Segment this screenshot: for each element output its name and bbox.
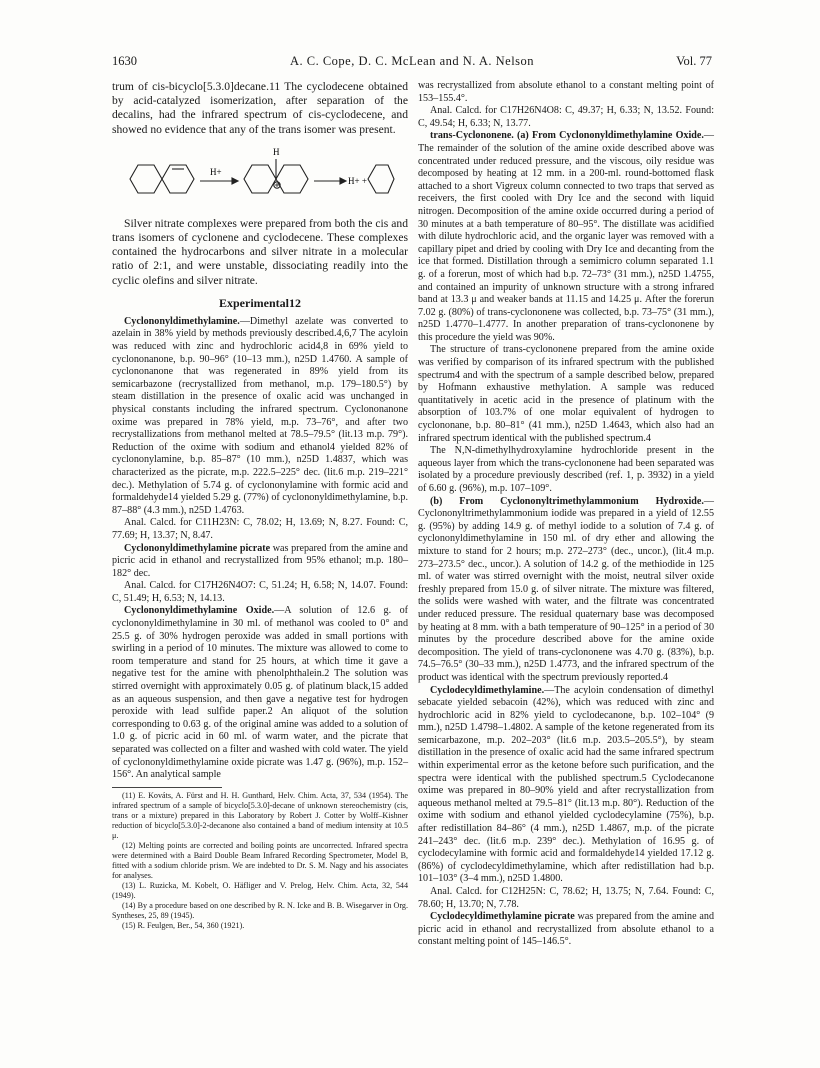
volume-label: Vol. 77 (676, 54, 712, 68)
cyclononyl-paragraph (112, 316, 408, 518)
footnote-13: (13) L. Ruzicka, M. Kobelt, O. Häfliger and V. Prelog, Helv. Chim. Acta, 32, 544 (1949). (112, 880, 408, 900)
cation-ring-left (244, 165, 276, 193)
oxide-heading: Cyclononyldimethylamine Oxide. (124, 605, 275, 617)
hplus-label-2: H+ + (348, 175, 367, 186)
intro-paragraph: trum of cis-bicyclo[5.3.0]decane.11 The cyclodecene obtained by acid-catalyzed isomerization, after separation of the decalins, had the infrared spectrum of cis-cyclodecene, and showed no evidence that any of the trans isomer was present. (112, 80, 408, 136)
picrate-paragraph (112, 543, 408, 581)
cyclodecene-ring-left (130, 165, 162, 193)
anal-oxide-picrate: Anal. Calcd. for C17H26N4O8: C, 49.37; H, 6.33; N, 13.52. Found: C, 49.54; H, 6.33; N, 13.77. (418, 105, 714, 129)
anal-cyclodecyl: Anal. Calcd. for C12H25N: C, 78.62; H, 13.75; N, 7.64. Found: C, 78.60; H, 13.70; N, 7.78. (418, 886, 714, 910)
hydroxide-text: —Cyclononyltrimethylammonium iodide was prepared in a yield of 12.55 g. (95%) by adding 14.9 g. of methyl iodide to a solution of 7.4 g. of cyclononyldimethylamine in 150 ml. of dry ether and allowing the mixture to stand for 2 hours; m.p. 272–273° (dec., uncor.), (lit.4 m.p. 273–273.5° dec., uncor.). A solution of 14.2 g. of the methiodide in 125 ml. of water was stirred overnight with the moist, neutral silver oxide freshly prepared from 15.0 g. of silver nitrate. The mixture was filtered, the solids were washed with water, and the filtrate was concentrated under reduced pressure. The residual quaternary base was decomposed by heating at 8 mm. with a bath temperature of 90–125° in a period of 30 minutes by the procedure described above for the amine oxide decomposition. The yield of trans-cyclononene was 4.70 g. (83%), b.p. 74.5–76.5° (30–33 mm.), n25D 1.4773, and the infrared spectrum of the product was identical with the spectrum previously reported.4 (418, 495, 714, 683)
right-column (418, 80, 714, 949)
h-label-top: H (273, 146, 280, 157)
decalin-ring-left (368, 165, 394, 193)
hplus-label-1: H+ (210, 166, 222, 177)
reaction-scheme (112, 141, 408, 211)
silver-paragraph: Silver nitrate complexes were prepared from both the cis and trans isomers of cyclonene and cyclodecene. These complexes contained the hydrocarbons and silver nitrate in a molecular ratio of 2:1, and were unstable, dissociating readily into the cyclic olefins and silver nitrate. (112, 216, 408, 287)
footnote-14: (14) By a procedure based on one described by R. N. Icke and B. B. Wisegarver in Org. Syntheses, 25, 89 (1945). (112, 900, 408, 920)
trans-cyclononene-paragraph (418, 130, 714, 344)
cyclononyl-heading: Cyclononyldimethylamine. (124, 315, 240, 327)
anal-picrate: Anal. Calcd. for C17H26N4O7: C, 51.24; H, 6.58; N, 14.07. Found: C, 51.49; H, 6.53; N, 14.13. (112, 580, 408, 604)
cyclodecyl-heading: Cyclodecyldimethylamine. (430, 684, 545, 696)
trans-cyclononene-text: —The remainder of the solution of the amine oxide described above was concentrated under reduced pressure, and the viscous, oily residue was decomposed by heating at 12 mm. in a 200-ml. round-bottomed flask attached to a short Vigreux column connected to two traps that served as receivers, the first cooled with Dry Ice and the second with liquid nitrogen. Decomposition of the amine oxide occurred during a period of 30 minutes at a bath temperature of 80–95°. The distillate was acidified with dilute hydrochloric acid, and the organic layer was removed with a capillary pipet and dried by cooling with Dry Ice and decanting from the ice that formed. Distillation through a semimicro column separated 1.1 g. of a forerun, most of which had b.p. 72–73° (31 mm.), n25D 1.4755, and contained an impurity of unknown structure with a strong infrared band at 13.3 μ and weaker bands at 11.15 and 14.25 μ. After the forerun 7.02 g. (80%) of trans-cyclononene was collected, b.p. 73–75° (31 mm.), n25D 1.4770–1.4777. In another preparation of trans-cyclononene by this procedure the yield was 90%. (418, 130, 714, 343)
cyclodecyl-paragraph (418, 685, 714, 887)
footnote-11: (11) E. Kováts, A. Fürst and H. H. Gunthard, Helv. Chim. Acta, 37, 534 (1954). The infrared spectrum of a sample of bicyclo[5.3.0]-decane of unknown stereochemistry (cis, trans or a mixture) prepared in this Laboratory by Robert J. Cotter by Wolff–Kishner reduction of bicyclo[5.3.0]-2-decanone also contained a band of medium intensity at 10.5 μ. (112, 790, 408, 840)
cyclodecyl-picrate-heading: Cyclodecyldimethylamine picrate (430, 911, 575, 923)
cyclononyl-text: —Dimethyl azelate was converted to azelain in 38% yield by methods previously described.4,6,7 The acyloin was reduced with zinc and hydrochloric acid4,8 in 69% yield to cyclononanone, b.p. 90–96° (10–13 mm.), n25D 1.4760. A sample of cyclononanone that was regenerated in 89% yield from its semicarbazone (recrystallized from methanol, m.p. 179–180.5°) by steam distillation in the presence of oxalic acid was unchanged in physical constants including the infrared spectrum. Cyclononanone oxime was prepared in 78% yield, m.p. 73–76°, and after two recrystallizations from methanol melted at 78.5–79.5° (lit.13 m.p. 79°). Reduction of the oxime with sodium and ethanol4 yielded 82% of cyclononylamine, b.p. 85–87° (10 mm.), n25D 1.4837, which was characterized as the picrate, m.p. 222.5–225° dec. (lit.6 m.p. 219–221° dec.). Methylation of 5.74 g. of cyclononylamine with formic acid and formaldehyde14 yielded 5.29 g. (77%) of cyclononyldimethylamine, b.p. 87–88° (4.3 mm.), n25D 1.4763. (112, 315, 408, 516)
cyclodecyl-text: —The acyloin condensation of dimethyl sebacate yielded sebacoin (42%), which was reduced with zinc and hydrochloric acid in 82% yield to cyclodecanone, b.p. 102–104° (9 mm.), n25D 1.4798–1.4802. A sample of the ketone regenerated from its semicarbazone, m.p. 202–203° (lit.6 m.p. 203.5–205.5°), by steam distillation in the presence of oxalic acid had the same infrared spectrum within experimental error as the ketone before such purification, and the spectra were identical with the published spectrum.5 Cyclodecanone oxime was prepared in 80–90% yield and after recrystallization from aqueous methanol melted at 79.5–81° (lit.13 m.p. 80°). Reduction of the oxime with sodium and ethanol yielded cyclodecylamine (75%), b.p. after redistillation 84–86° (4 mm.), n25D 1.4867, m.p. of the picrate 241–243° dec. (lit.6 m.p. 239° dec.). Methylation of 16.95 g. of cyclodecylamine with formic acid and formaldehyde14 yielded 17.12 g. (86%) of cyclodecyldimethylamine, which after redistillation had b.p. 101–103° (3–4 mm.), n25D 1.4800. (418, 684, 714, 885)
experimental-heading: Experimental12 (219, 295, 301, 310)
structure-paragraph: The structure of trans-cyclononene prepared from the amine oxide was verified by comparison of its infrared spectrum with the published spectrum4 and with the spectrum of a sample described below, prepared by Hofmann exhaustive methylation. A sample was reduced quantitatively in acetic acid in the presence of platinum with the absorption of 103.7% of one molar equivalent of hydrogen to cyclononane, b.p. 80–81° (41 mm.), n25D 1.4643, which also had an infrared spectrum identical with the published spectrum.4 (418, 344, 714, 444)
oxide-text: —A solution of 12.6 g. of cyclononyldimethylamine in 30 ml. of methanol was cooled to 0° and 25.5 g. of 30% hydrogen peroxide was added in small portions with swirling in a period of 10 minutes. The mixture was allowed to come to room temperature and stand for 25 hours, at which time it gave a negative test for the amine with phenolphthalein.2 The solution was stirred overnight with approximately 0.05 g. of platinum black,15 added as an aqueous suspension, and then gave a negative test for hydrogen peroxide with lead sulfide paper.2 An aliquot of the solution corresponding to 0.63 g. of the original amine was added to a solution of 1.0 g. of picric acid in 60 ml. of warm water, and the picrate that separated was collected on a filter and washed with cold water. The yield of cyclononyldimethylamine oxide picrate was 1.47 g. (96%), m.p. 152–156°. An analytical sample (112, 605, 409, 781)
hydroxylamine-paragraph: The N,N-dimethylhydroxylamine hydrochloride present in the aqueous layer from which the trans-cyclononene had been separated was isolated by a procedure previously described (ref. 1, p. 3932) in a yield of 6.60 g. (96%), m.p. 107–109°. (418, 445, 714, 494)
footnote-12: (12) Melting points are corrected and boiling points are uncorrected. Infrared spectra were determined with a Baird Double Beam Infrared Recording Spectrometer, Model B, fitted with a sodium chloride prism. We are indebted to Dr. S. M. Nagy and his associates for analyses. (112, 840, 408, 880)
footnotes (112, 791, 408, 931)
cyclodecyl-picrate-paragraph (418, 911, 714, 949)
page-number: 1630 (112, 54, 137, 68)
footnote-15: (15) R. Feulgen, Ber., 54, 360 (1921). (122, 920, 245, 930)
anal-cyclononyl: Anal. Calcd. for C11H23N: C, 78.02; H, 13.69; N, 8.27. Found: C, 77.69; H, 13.37; N, 8.47. (112, 517, 408, 541)
author-line: A. C. Cope, D. C. McLean and N. A. Nelson (289, 54, 535, 68)
reaction-scheme-drawing (120, 141, 400, 211)
trans-cyclononene-heading: trans-Cyclononene. (a) From Cyclononyldimethylamine Oxide. (430, 130, 704, 142)
running-header (112, 54, 712, 70)
hydroxide-heading: (b) From Cyclononyltrimethylammonium Hydroxide. (430, 495, 704, 507)
cyclodecyl-picrate-text: was prepared from the amine and picric acid in ethanol and recrystallized from absolute ethanol to a constant melting point of 145–146.5°. (418, 911, 714, 948)
cation-ring-right (276, 165, 308, 193)
recrystallized-text: was recrystallized from absolute ethanol to a constant melting point of 153–155.4°. (418, 80, 714, 104)
hydroxide-paragraph (418, 496, 714, 685)
picrate-text: was prepared from the amine and picric acid in ethanol and recrystallized from 95% ethanol; m.p. 180–182° dec. (112, 542, 408, 579)
left-column (112, 80, 408, 931)
oxide-paragraph (112, 605, 408, 781)
picrate-heading: Cyclononyldimethylamine picrate (124, 542, 271, 554)
